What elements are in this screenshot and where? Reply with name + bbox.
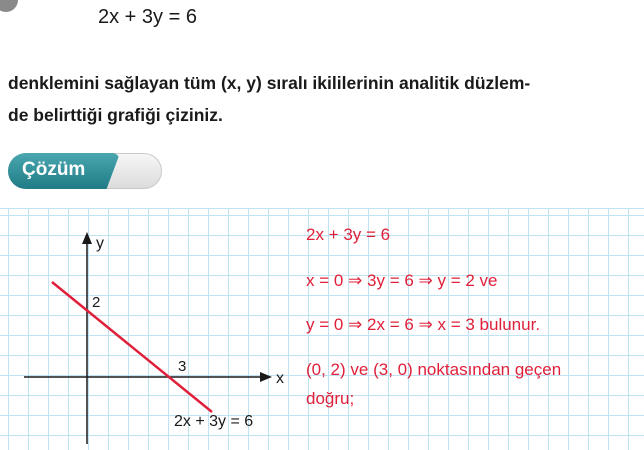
graph-line	[52, 282, 212, 412]
problem-equation: 2x + 3y = 6	[98, 6, 197, 28]
badge-label: Çözüm	[22, 159, 86, 180]
x-axis-arrow-icon	[260, 372, 272, 382]
solution-line-1: 2x + 3y = 6	[306, 225, 391, 244]
problem-line-2: de belirttiği grafiği çiziniz.	[8, 105, 223, 125]
y-intercept-label: 2	[92, 294, 101, 311]
x-intercept-label: 3	[178, 358, 187, 375]
problem-statement	[8, 67, 638, 131]
y-axis-label: y	[96, 235, 104, 252]
solution-line-5: doğru;	[306, 389, 355, 408]
coordinate-graph	[0, 208, 300, 450]
graph-line-label: 2x + 3y = 6	[174, 413, 254, 430]
solution-line-3: y = 0 ⇒ 2x = 6 ⇒ x = 3 bulunur.	[306, 315, 541, 334]
problem-line-1: denklemini sağlayan tüm (x, y) sıralı ikililerinin analitik düzlem-	[8, 73, 531, 93]
solution-line-2: x = 0 ⇒ 3y = 6 ⇒ y = 2 ve	[306, 271, 498, 290]
bullet-marker-icon	[0, 0, 18, 12]
solution-badge	[8, 153, 162, 189]
solution-line-4: (0, 2) ve (3, 0) noktasından geçen	[306, 360, 562, 379]
x-axis-label: x	[276, 370, 284, 387]
y-axis-arrow-icon	[82, 232, 92, 244]
